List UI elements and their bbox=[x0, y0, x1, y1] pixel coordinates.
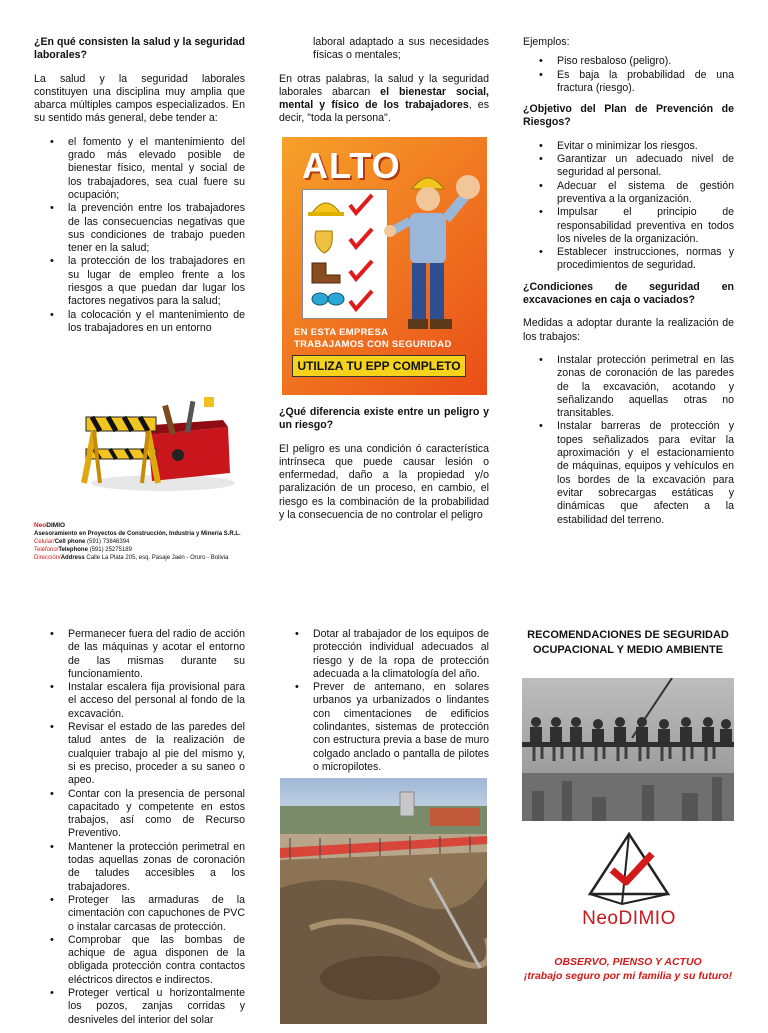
list-item: • Dotar al trabajador de los equipos de protección individual adecuados al riesgo y de la ropa de protección adecuada a la climatología del año. bbox=[279, 628, 489, 681]
objectives-list bbox=[523, 140, 734, 273]
slogan-line-2: ¡trabajo seguro por mi familia y su futuro! bbox=[523, 970, 733, 982]
workers-beam-photo bbox=[522, 678, 734, 821]
heading-hazard-vs-risk: ¿Qué diferencia existe entre un peligro y un riesgo? bbox=[279, 406, 489, 432]
excavation-photo bbox=[280, 778, 487, 1024]
list-item: • el fomento y el mantenimiento del grado más elevado posible de bienestar físico, mental y social de los trabajadores, sea cual fuere su ocupación; bbox=[34, 136, 245, 202]
panel-well-being bbox=[279, 36, 489, 136]
alto-safety-poster bbox=[282, 137, 487, 395]
neodimio-pyramid-logo bbox=[586, 832, 672, 906]
panel-health-safety bbox=[34, 36, 245, 341]
hazard-risk-text: El peligro es una condición ó característica intrínseca que puede causar lesión o enfermedad, daño a la propiedad y/o paralización de un proceso, en cambio, el riesgo es la combinación de la probabilidad y la consecuencia de no controlar el peligro bbox=[279, 442, 489, 522]
excavation-photo-graphic bbox=[280, 778, 487, 1024]
panel-protection-equipment bbox=[279, 628, 489, 780]
company-cell-phone: Celular/Cell phone (591) 73846394 bbox=[34, 539, 130, 545]
list-item: • Permanecer fuera del radio de acción de las máquinas y acotar el entorno de las mismas durante su funcionamiento. bbox=[34, 628, 245, 681]
continuation-text: laboral adaptado a sus necesidades físicas o mentales; bbox=[313, 36, 489, 62]
poster-cta-banner: UTILIZA TU EPP COMPLETO bbox=[292, 355, 466, 377]
list-item: • Piso resbaloso (peligro). bbox=[523, 55, 734, 68]
heading-plan-objective: ¿Objetivo del Plan de Prevención de Riesgos? bbox=[523, 103, 734, 129]
list-item: • Mantener la protección perimetral en todas aquellas zonas de coronación de taludes accesibles a los trabajadores. bbox=[34, 841, 245, 894]
list-item: • Evitar o minimizar los riesgos. bbox=[523, 140, 734, 153]
list-item: • Instalar protección perimetral en las zonas de coronación de las paredes de la excavación, acotando y señalizando aquellas otras no transitables. bbox=[523, 354, 734, 420]
list-item: • Comprobar que las bombas de achique de agua disponen de la obligada protección contra contactos eléctricos directos e indirectos. bbox=[34, 934, 245, 987]
excavation-measures-list bbox=[34, 628, 245, 1027]
heading-health-safety: ¿En qué consisten la salud y la seguridad laborales? bbox=[34, 36, 245, 62]
heading-excavation-conditions: ¿Condiciones de seguridad en excavaciones en caja o vaciados? bbox=[523, 280, 734, 307]
list-item: • Es baja la probabilidad de una fractura (riesgo). bbox=[523, 69, 734, 96]
company-full-name: Asesoramiento en Proyectos de Construcción, Industria y Minería S.R.L. bbox=[34, 531, 241, 537]
company-address: Dirección/Address Calle La Plata 205, esq. Pasaje Jaén - Oruro - Bolivia bbox=[34, 555, 229, 561]
examples-list bbox=[523, 55, 734, 95]
list-item: • Instalar barreras de protección y topes señalizados para evitar la aproximación y el estacionamiento de máquinas, equipos y vehículos en los bordes de la excavación para evitar sobrecargas estáticas y dinámicas que afecten a la estabilidad del terreno. bbox=[523, 420, 734, 526]
panel-prevention-plan bbox=[523, 36, 734, 533]
health-goals-list bbox=[34, 136, 245, 335]
list-item: • la colocación y el mantenimiento de los trabajadores en un entorno bbox=[34, 309, 245, 336]
list-item: • Revisar el estado de las paredes del talud antes de la realización de cualquier trabajo al pie del mismo y, si es preciso, proceder a su saneo o apeo. bbox=[34, 721, 245, 787]
protection-list bbox=[279, 628, 489, 774]
list-item: • Garantizar un adecuado nivel de seguridad al personal. bbox=[523, 153, 734, 180]
list-item: • Contar con la presencia de personal capacitado y competente en estos trabajos, así como de Recurso Preventivo. bbox=[34, 788, 245, 841]
measures-intro: Medidas a adoptar durante la realización de los trabajos: bbox=[523, 317, 734, 343]
slogan-line-1: OBSERVO, PIENSO Y ACTUO bbox=[554, 956, 702, 968]
toolbox-barricade-illustration bbox=[78, 375, 238, 495]
list-item: • Instalar escalera fija provisional para el acceso del personal al fondo de la excavación. bbox=[34, 681, 245, 721]
list-item: • Proteger las armaduras de la cimentación con capuchones de PVC o instalar carcasas de protección. bbox=[34, 894, 245, 934]
panel-excavation-measures bbox=[34, 628, 245, 1033]
list-item: • Impulsar el principio de responsabilidad preventiva en todos los niveles de la organización. bbox=[523, 206, 734, 246]
list-item: • Prever de antemano, en solares urbanos ya urbanizados o lindantes con cimentaciones de edificios colindantes, sistemas de protección con estructura previa a base de muro colgado anclado o pantalla de pilotes o micropilotes. bbox=[279, 681, 489, 774]
intro-paragraph: La salud y la seguridad laborales constituyen una disciplina muy amplia que abarca múltiples campos especializados. En su sentido más general, debe tender a: bbox=[34, 72, 245, 125]
poster-worker-figure bbox=[382, 165, 482, 337]
list-item: • Adecuar el sistema de gestión preventiva a la organización. bbox=[523, 180, 734, 207]
poster-alto-title: ALTO bbox=[302, 145, 401, 186]
list-item: • Proteger vertical u horizontalmente los pozos, zanjas corridas y desniveles del interior del solar bbox=[34, 987, 245, 1027]
poster-slogan-line1: EN ESTA EMPRESA bbox=[294, 327, 389, 338]
poster-slogan-line2: TRABAJAMOS CON SEGURIDAD bbox=[294, 339, 452, 350]
panel-hazard-risk bbox=[279, 406, 489, 532]
list-item: • la prevención entre los trabajadores de las consecuencias negativas que sus condiciones de trabajo pueden tener en la salud; bbox=[34, 202, 245, 255]
company-telephone: Teléfono/Telephone (591) 25275189 bbox=[34, 547, 132, 553]
list-item: • la protección de los trabajadores en su lugar de empleo frente a los riesgos a que puedan dar lugar los factores negativos para la salud; bbox=[34, 255, 245, 308]
examples-label: Ejemplos: bbox=[523, 36, 570, 48]
recommendations-title: RECOMENDACIONES DE SEGURIDAD OCUPACIONAL Y MEDIO AMBIENTE bbox=[527, 629, 729, 656]
company-footer bbox=[34, 522, 241, 562]
footer-brand: NeoDIMIO bbox=[34, 522, 66, 529]
neodimio-logo-text: NeoDIMIO bbox=[582, 908, 676, 929]
workers-beam-graphic bbox=[522, 678, 734, 821]
safety-slogan bbox=[522, 955, 734, 983]
list-item: • Establecer instrucciones, normas y procedimientos de seguridad. bbox=[523, 246, 734, 273]
well-being-paragraph: En otras palabras, la salud y la seguridad laborales abarcan el bienestar social, mental y físico de los trabajadores, es decir, "toda la persona". bbox=[279, 72, 489, 125]
measures-list bbox=[523, 354, 734, 527]
